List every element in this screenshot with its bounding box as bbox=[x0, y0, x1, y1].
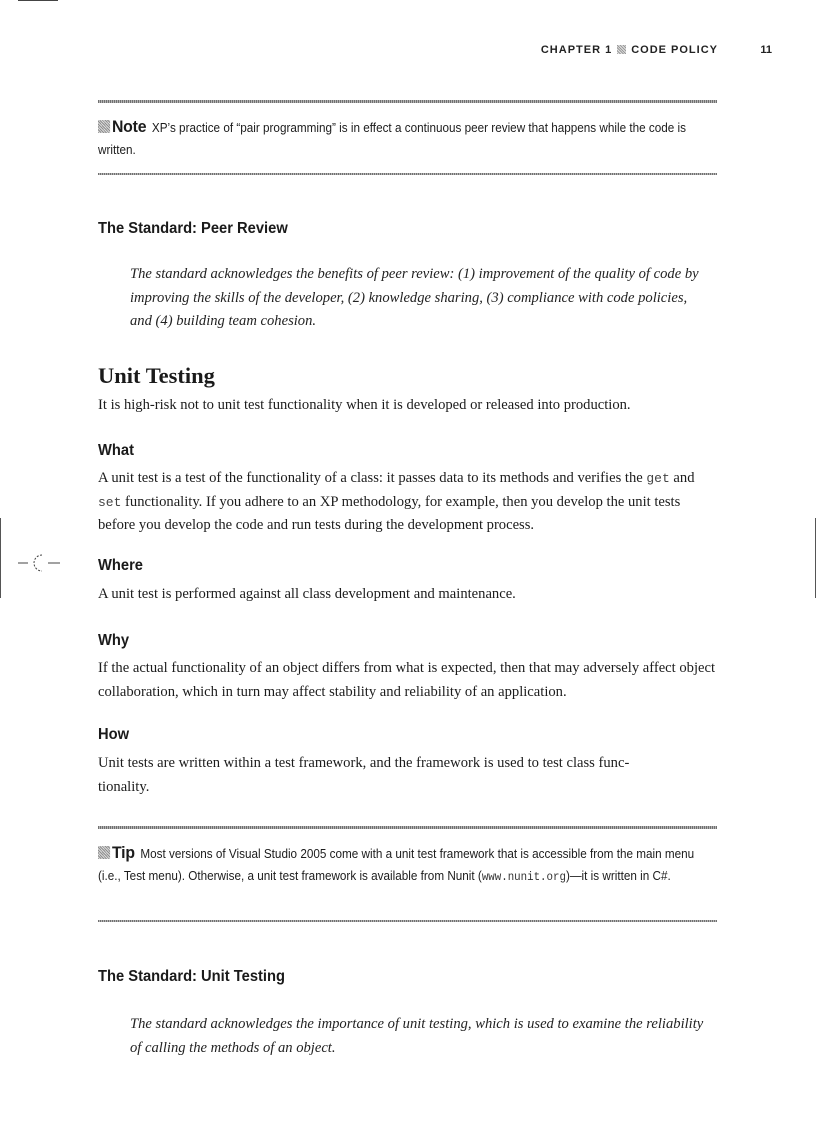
what-text bbox=[98, 467, 720, 538]
section-label: CODE POLICY bbox=[631, 44, 718, 56]
where-text: A unit test is performed against all class development and maintenance. bbox=[98, 586, 516, 602]
unit-testing-intro: It is high-risk not to unit test functionality when it is developed or released into production. bbox=[98, 397, 631, 413]
how-text bbox=[98, 752, 720, 799]
code-get: get bbox=[646, 471, 670, 486]
what-text-part-3: functionality. If you adhere to an XP methodology, for example, then you develop the unit tests before you develop the code and run tests during the development process. bbox=[98, 493, 681, 533]
what-text-part-1: A unit test is a test of the functionality of a class: it passes data to its methods and verifies the bbox=[98, 470, 647, 486]
how-heading: How bbox=[98, 726, 130, 743]
what-heading: What bbox=[98, 442, 134, 459]
what-text-part-2: and bbox=[669, 470, 695, 486]
note-rule-bottom bbox=[98, 173, 717, 175]
registration-mark-icon bbox=[18, 552, 62, 574]
page-number: 11 bbox=[760, 44, 772, 56]
tip-square-icon bbox=[98, 846, 110, 859]
peer-review-standard-text: The standard acknowledges the benefits of peer review: (1) improvement of the quality of code by improving the skills of the developer, (2) knowledge sharing, (3) compliance with code policies, and (4) building team cohesion. bbox=[130, 266, 699, 329]
note-square-icon bbox=[98, 120, 110, 133]
crop-mark-left bbox=[0, 518, 1, 598]
tip-url: www.nunit.org bbox=[481, 871, 566, 884]
tip-box bbox=[98, 842, 717, 889]
code-set: set bbox=[98, 494, 122, 510]
tip-text-part-2: )—it is written in C#. bbox=[565, 869, 671, 883]
note-text: XP’s practice of “pair programming” is in effect a continuous peer review that happens while the code is written. bbox=[98, 121, 686, 157]
tip-label: Tip bbox=[111, 843, 135, 862]
how-text-line-1: Unit tests are written within a test framework, and the framework is used to test class func- bbox=[98, 755, 630, 771]
tip-text-part-1: Most versions of Visual Studio 2005 come with a unit test framework that is accessible from the main menu (i.e., Test menu). Otherwise, a unit test framework is available from Nunit ( bbox=[98, 847, 695, 883]
unit-testing-standard-text: The standard acknowledges the importance of unit testing, which is used to examine the reliability of calling the methods of an object. bbox=[130, 1016, 704, 1056]
tip-rule-top bbox=[98, 826, 717, 829]
unit-testing-standard-heading: The Standard: Unit Testing bbox=[98, 968, 286, 985]
why-heading: Why bbox=[98, 632, 130, 649]
running-header-chapter bbox=[541, 44, 718, 56]
peer-review-standard-heading: The Standard: Peer Review bbox=[98, 220, 288, 237]
note-rule-top bbox=[98, 100, 717, 103]
note-box bbox=[98, 116, 717, 161]
running-header bbox=[0, 44, 816, 60]
how-text-line-2: tionality. bbox=[98, 778, 150, 795]
tip-rule-bottom bbox=[98, 920, 717, 922]
note-label: Note bbox=[111, 117, 147, 136]
unit-testing-heading: Unit Testing bbox=[98, 363, 215, 388]
crop-mark-top bbox=[18, 0, 58, 1]
where-heading: Where bbox=[98, 557, 143, 574]
chapter-label: CHAPTER 1 bbox=[540, 44, 613, 56]
why-text: If the actual functionality of an object differs from what is expected, then that may adversely affect object collaboration, which in turn may affect stability and reliability of an application. bbox=[98, 660, 716, 700]
separator-square-icon bbox=[617, 45, 626, 54]
